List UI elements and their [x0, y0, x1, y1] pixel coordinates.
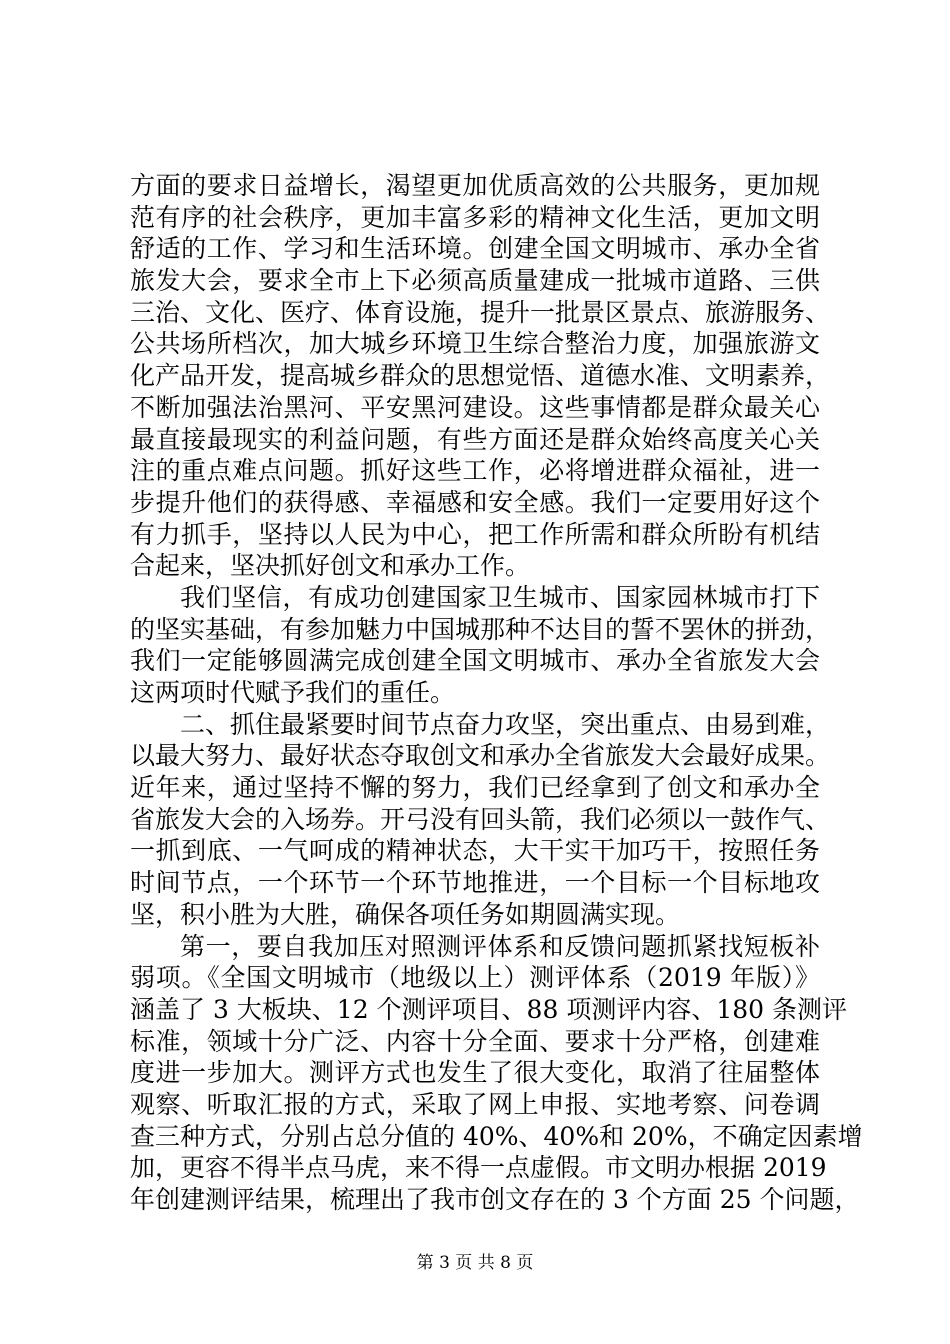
text-line: 弱项。《全国文明城市（地级以上）测评体系（2019 年版）》: [130, 963, 820, 993]
text-line: 一抓到底、一气呵成的精神状态，大干实干加巧干，按照任务: [130, 836, 820, 866]
text-line: 查三种方式，分别占总分值的 40%、40%和 20%，不确定因素增: [130, 1121, 863, 1151]
text-line: 合起来，坚决抓好创文和承办工作。: [130, 551, 531, 581]
text-line: 省旅发大会的入场券。开弓没有回头箭，我们必须以一鼓作气、: [130, 804, 831, 834]
text-line: 注的重点难点问题。抓好这些工作，必将增进群众福祉，进一: [130, 456, 820, 486]
text-line: 度进一步加大。测评方式也发生了很大变化，取消了往届整体: [130, 1058, 820, 1088]
text-line: 年创建测评结果，梳理出了我市创文存在的 3 个方面 25 个问题，: [130, 1185, 860, 1214]
text-line: 舒适的工作、学习和生活环境。创建全国文明城市、承办全省: [130, 234, 820, 264]
page-number-footer: 第 3 页 共 8 页: [416, 1253, 534, 1273]
text-line: 的坚实基础，有参加魅力中国城那种不达目的誓不罢休的拼劲，: [130, 614, 831, 644]
text-line: 不断加强法治黑河、平安黑河建设。这些事情都是群众最关心: [130, 392, 820, 422]
text-line: 我们一定能够圆满完成创建全国文明城市、承办全省旅发大会: [130, 646, 820, 676]
text-line: 公共场所档次，加大城乡环境卫生综合整治力度，加强旅游文: [130, 329, 820, 359]
text-line: 有力抓手，坚持以人民为中心，把工作所需和群众所盼有机结: [130, 519, 820, 549]
body-text: [130, 170, 863, 1216]
text-line: 步提升他们的获得感、幸福感和安全感。我们一定要用好这个: [130, 487, 820, 517]
paragraph-first-line: 我们坚信，有成功创建国家卫生城市、国家园林城市打下: [180, 582, 820, 612]
text-line: 以最大努力、最好状态夺取创文和承办全省旅发大会最好成果。: [130, 741, 831, 771]
text-line: 三治、文化、医疗、体育设施，提升一批景区景点、旅游服务、: [130, 297, 831, 327]
text-line: 范有序的社会秩序，更加丰富多彩的精神文化生活，更加文明: [130, 202, 820, 232]
text-line: 坚，积小胜为大胜，确保各项任务如期圆满实现。: [130, 899, 681, 929]
text-line: 加，更容不得半点马虎，来不得一点虚假。市文明办根据 2019: [130, 1153, 827, 1183]
text-line: 时间节点，一个环节一个环节地推进，一个目标一个目标地攻: [130, 868, 820, 898]
text-line: 观察、听取汇报的方式，采取了网上申报、实地考察、问卷调: [130, 1089, 820, 1119]
text-line: 方面的要求日益增长，渴望更加优质高效的公共服务，更加规: [130, 171, 820, 200]
text-line: 这两项时代赋予我们的重任。: [130, 678, 456, 707]
paragraph-first-line: 第一，要自我加压对照测评体系和反馈问题抓紧找短板补: [180, 931, 820, 961]
section-heading-line: 二、抓住最紧要时间节点奋力攻坚，突出重点、由易到难，: [180, 709, 831, 739]
text-line: 标准，领域十分广泛、内容十分全面、要求十分严格，创建难: [130, 1026, 820, 1056]
text-line: 近年来，通过坚持不懈的努力，我们已经拿到了创文和承办全: [130, 773, 820, 803]
text-line: 涵盖了 3 大板块、12 个测评项目、88 项测评内容、180 条测评: [130, 994, 847, 1024]
text-line: 旅发大会，要求全市上下必须高质量建成一批城市道路、三供: [130, 266, 820, 296]
text-line: 最直接最现实的利益问题，有些方面还是群众始终高度关心关: [130, 424, 820, 454]
text-line: 化产品开发，提高城乡群众的思想觉悟、道德水准、文明素养，: [130, 361, 831, 391]
